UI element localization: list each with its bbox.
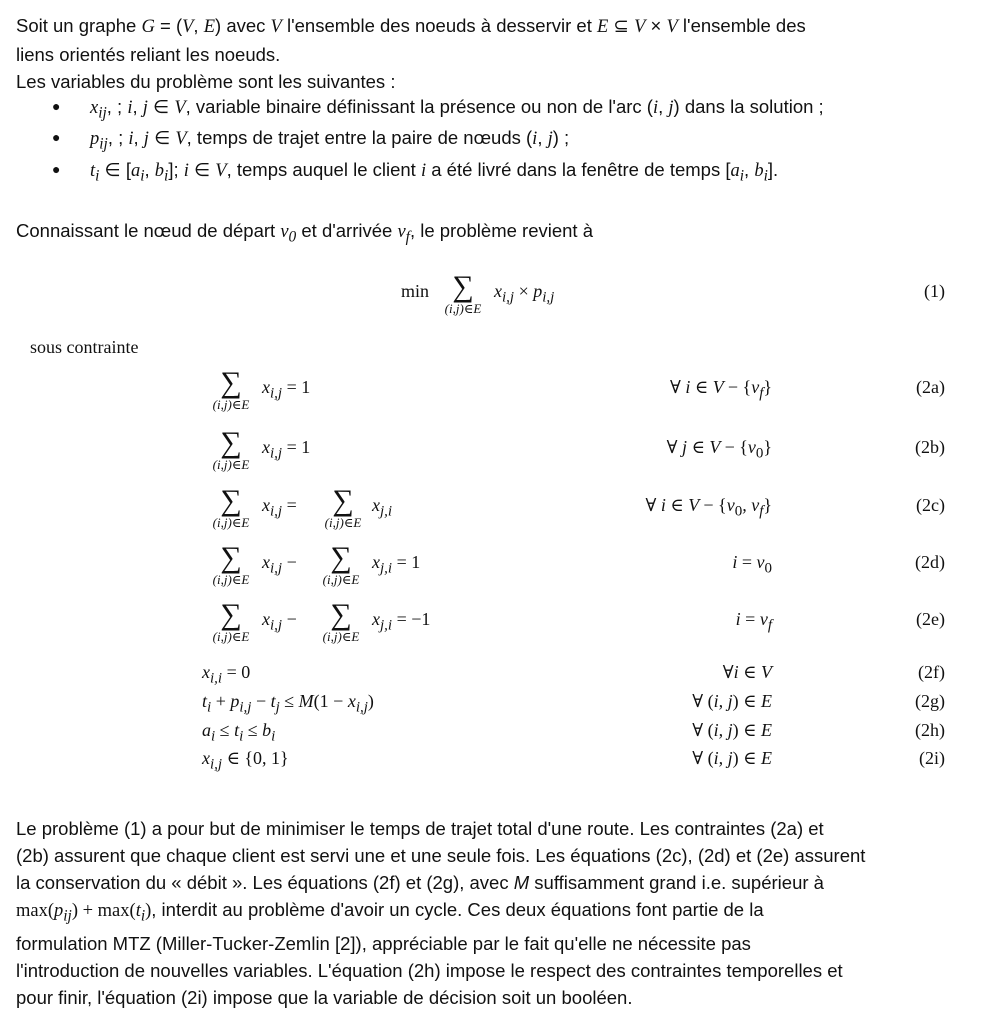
sum-symbol: ∑ (i,j)∈E <box>324 484 362 530</box>
bullet-icon: ● <box>52 131 61 146</box>
equation-number: (1) <box>924 281 945 301</box>
sum-symbol: ∑ (i,j)∈E <box>212 426 250 472</box>
sum-symbol: ∑ (i,j)∈E <box>212 484 250 530</box>
constraint-2e-condition: $i = v_f$ <box>735 609 772 634</box>
variable-p: $p_{ij}$, ; i, j ∈ V, temps de trajet entre la paire de nœuds (i, j) ; <box>90 127 570 153</box>
constraint-2d-rhs: $x_{j,i} = 1$ <box>372 552 421 577</box>
constraint-2c-lhs: $x_{i,j}$ = <box>262 495 297 520</box>
constraint-2f-condition: ∀i ∈ V <box>722 662 772 682</box>
constraint-2d-number: (2d) <box>915 552 945 572</box>
sum-symbol: ∑ (i,j)∈E <box>212 541 250 587</box>
variable-t: $t_i$ ∈ [$a_i$, $b_i$]; i ∈ V, temps auquel le client i a été livré dans la fenêtre de temps [$a_i$, $b_i$]. <box>90 159 779 185</box>
constraint-2c-number: (2c) <box>916 495 945 515</box>
constraint-2a-lhs: $x_{i,j} = 1$ <box>262 377 311 402</box>
constraint-2g-number: (2g) <box>915 691 945 711</box>
constraint-2d-condition: $i = v_0$ <box>732 552 772 577</box>
constraint-2i-number: (2i) <box>919 748 945 768</box>
objective-expression: $x_{i,j} \times p_{i,j}$ <box>494 281 555 306</box>
constraint-2a-number: (2a) <box>916 377 945 397</box>
intro-line-1: Soit un graphe G = (V, E) avec V l'ensemble des noeuds à desservir et E ⊆ V × V l'ensemble des <box>16 15 806 37</box>
conclusion-line: pour finir, l'équation (2i) impose que la variable de décision soit un booléen. <box>16 986 633 1008</box>
sum-symbol: ∑ (i,j)∈E <box>322 598 360 644</box>
sum-symbol: ∑ (i,j)∈E <box>212 598 250 644</box>
constraint-2i-lhs: $x_{i,j}$ ∈ {0, 1} <box>202 748 289 773</box>
constraint-2e-rhs: $x_{j,i} = -1$ <box>372 609 431 634</box>
bullet-icon: ● <box>52 163 61 178</box>
lead-sentence: Connaissant le nœud de départ $v_0$ et d'arrivée $v_f$, le problème revient à <box>16 220 593 246</box>
sum-symbol: ∑ (i,j)∈E <box>212 366 250 412</box>
constraint-2g-condition: ∀ (i, j) ∈ E <box>692 691 772 711</box>
intro-line-2: liens orientés reliant les noeuds. <box>16 44 281 65</box>
conclusion-line: formulation MTZ (Miller-Tucker-Zemlin [2]), appréciable par le fait qu'elle ne nécessite pas <box>16 932 751 954</box>
constraint-2b-lhs: $x_{i,j} = 1$ <box>262 437 311 462</box>
constraint-2c-rhs: $x_{j,i}$ <box>372 495 393 520</box>
constraint-2c-condition: ∀ i ∈ $V - \{v_0$, $v_f$} <box>645 495 772 520</box>
subject-to-label: sous contrainte <box>30 337 139 357</box>
constraint-2b-condition: ∀ j ∈ $V - \{v_0\}$ <box>666 437 772 462</box>
constraint-2f-lhs: $x_{i,i} = 0$ <box>202 662 251 687</box>
constraint-2h-number: (2h) <box>915 720 945 740</box>
constraint-2i-condition: ∀ (i, j) ∈ E <box>692 748 772 768</box>
constraint-2h-condition: ∀ (i, j) ∈ E <box>692 720 772 740</box>
constraint-2e-number: (2e) <box>916 609 945 629</box>
min-operator: min <box>401 281 430 301</box>
constraint-2a-condition: ∀ i ∈ $V - \{v_f\}$ <box>670 377 772 402</box>
constraint-2b-number: (2b) <box>915 437 945 457</box>
bullet-icon: ● <box>52 100 61 115</box>
conclusion-paragraph <box>16 815 972 1011</box>
conclusion-line: la conservation du « débit ». Les équations (2f) et (2g), avec M suffisamment grand i.e. supérieur à <box>16 872 824 893</box>
constraint-2f-number: (2f) <box>918 662 945 682</box>
constraint-2h-lhs: $a_i \le t_i \le b_i$ <box>202 720 276 745</box>
constraint-2g-lhs: $t_i + p_{i,j} - t_j \le M(1 - x_{i,j})$ <box>202 691 374 716</box>
variable-x: $x_{ij}$, ; i, j ∈ V, variable binaire définissant la présence ou non de l'arc (i, j) dans la solution ; <box>90 96 824 122</box>
conclusion-line: (2b) assurent que chaque client est servi une et une seule fois. Les équations (2c), (2d) et (2e) assurent <box>16 845 866 866</box>
constraint-2e-lhs: $x_{i,j}$ − <box>262 609 297 634</box>
intro-paragraph <box>16 12 972 95</box>
intro-line-3: Les variables du problème sont les suivantes : <box>16 71 396 92</box>
conclusion-line: $\max(p_{ij}) + \max(t_i)$, interdit au problème d'avoir un cycle. Ces deux équations font partie de la <box>16 899 764 925</box>
conclusion-line: l'introduction de nouvelles variables. L'équation (2h) impose le respect des contraintes temporelles et <box>16 959 843 981</box>
sum-symbol: ∑ (i,j)∈E <box>322 541 360 587</box>
sum-symbol: ∑ (i,j)∈E <box>444 270 482 316</box>
conclusion-line: Le problème (1) a pour but de minimiser le temps de trajet total d'une route. Les contraintes (2a) et <box>16 818 824 839</box>
constraint-2d-lhs: $x_{i,j}$ − <box>262 552 297 577</box>
